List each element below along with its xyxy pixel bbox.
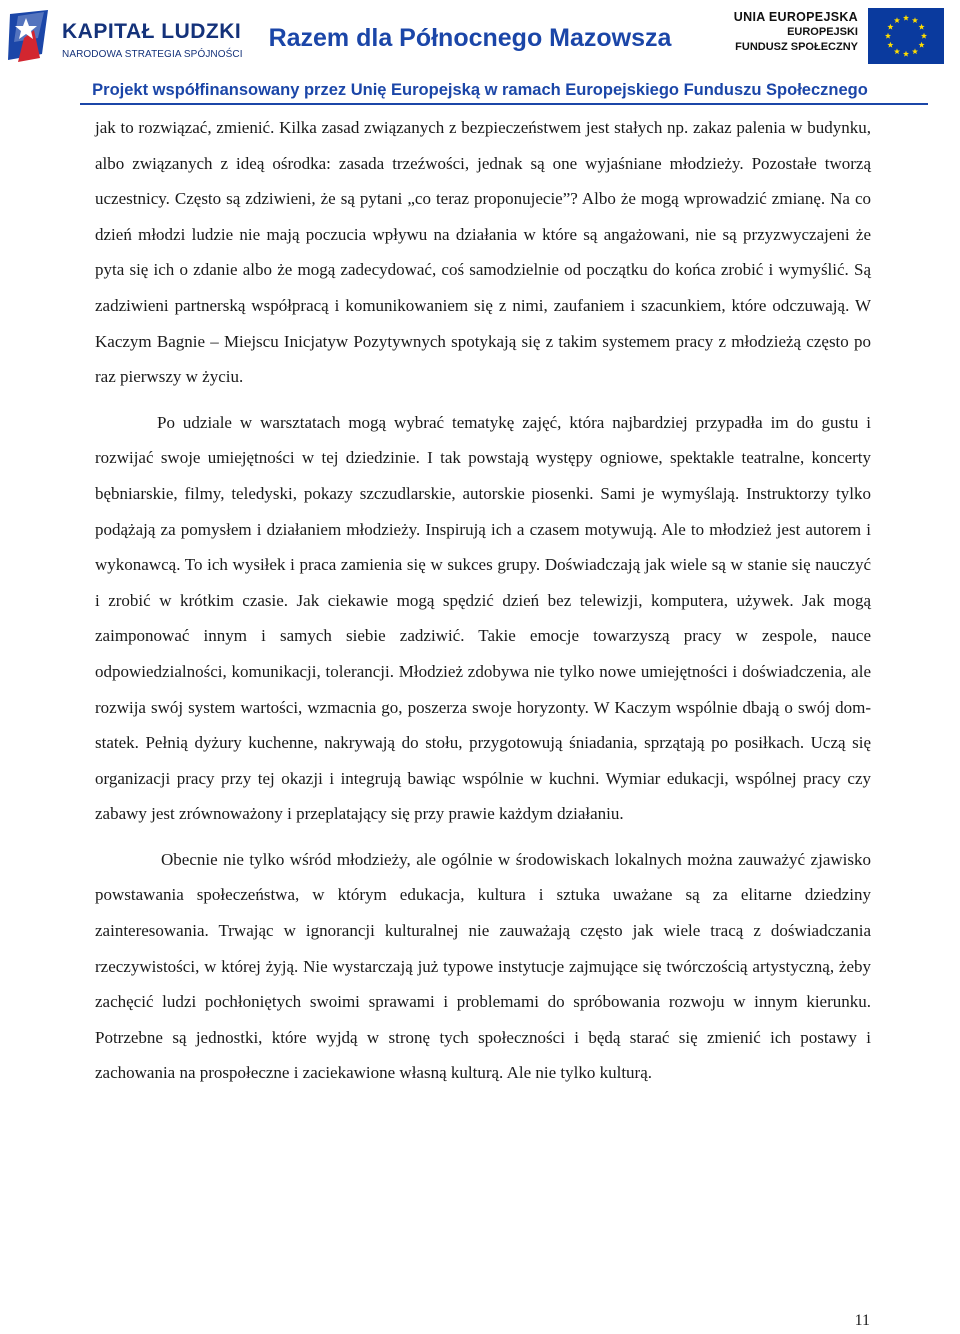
- eu-label-line1: UNIA EUROPEJSKA: [733, 10, 858, 24]
- header-divider: [80, 103, 928, 105]
- page-number: 11: [854, 1312, 870, 1329]
- eu-label-line3: FUNDUSZ SPOŁECZNY: [735, 41, 858, 53]
- logo-title: KAPITAŁ LUDZKI: [62, 20, 242, 43]
- eu-fund-label: [734, 10, 858, 55]
- paragraph-3: Obecnie nie tylko wśród młodzieży, ale ogólnie w środowiskach lokalnych można zauważyć zjawisko powstawania społeczeństwa, w którym edukacja, kultura i sztuka uważane są za elitarne dziedziny zainteresowania. Trwając w ignorancji kulturalnej nie zauważają często jak wiele tracą z doświadczania rzeczywistości, w której żyją. Nie wystarczają już typowe instytucje zajmujące się twórczością artystyczną, żeby zachęcić ludzi pochłoniętych swoimi sprawami i problemami do spróbowania rozwoju w innym kierunku. Potrzebne są jednostki, które wyjdą w stronę tych społeczności i będą starać się zmienić ich postawy i zachowania na prospołeczne i zaciekawione własną kulturą. Ale nie tylko kulturą.: [95, 849, 871, 1083]
- logo-subtitle: NARODOWA STRATEGIA SPÓJNOŚCI: [62, 49, 243, 60]
- page-header: [0, 0, 960, 106]
- eu-flag-icon: [868, 8, 944, 64]
- program-title: Razem dla Północnego Mazowsza: [268, 24, 672, 52]
- kapital-ludzki-logo-icon: [4, 8, 56, 64]
- cofinancing-statement: Projekt współfinansowany przez Unię Europejską w ramach Europejskiego Funduszu Społecznego: [92, 81, 868, 99]
- document-body: [95, 110, 871, 1091]
- kapital-ludzki-logo: [4, 8, 243, 64]
- eu-label-line2: EUROPEJSKI: [787, 26, 858, 38]
- paragraph-1: jak to rozwiązać, zmienić. Kilka zasad związanych z bezpieczeństwem jest stałych np. zakaz palenia w budynku, albo związanych z ideą ośrodka: zasada trzeźwości, jednak są one wyjaśniane młodzieży. Pozostałe tworzą uczestnicy. Często są zdziwieni, że są pytani „co teraz proponujecie”? Albo że mogą wprowadzić zmianę. Na co dzień młodzi ludzie nie mają poczucia wpływu na działania w które są angażowani, nie są przyzwyczajeni że pyta się ich o zdanie albo że mogą zadecydować, coś samodzielnie od początku do końca zrobić i wymyślić. Są zadziwieni partnerską współpracą i komunikowaniem się z nimi, zaufaniem i szacunkiem, które odczuwają. W Kaczym Bagnie – Miejscu Inicjatyw Pozytywnych spotykają się z takim systemem pracy z młodzieżą często po raz pierwszy w życiu.: [95, 118, 871, 387]
- paragraph-2: Po udziale w warsztatach mogą wybrać tematykę zajęć, która najbardziej przypadła im do gustu i rozwijać swoje umiejętności w tej dziedzinie. I tak powstają występy ogniowe, spektakle teatralne, koncerty bębniarskie, filmy, teledyski, pokazy szczudlarskie, autorskie piosenki. Sami je wymyślają. Instruktorzy tylko podążają za pomysłem i działaniem młodzieży. Inspirują ich a czasem motywują. Ale to młodzież jest autorem i wykonawcą. To ich wysiłek i praca zamienia się w sukces grupy. Doświadczają jak wiele są w stanie się nauczyć i zrobić w krótkim czasie. Jak ciekawie mogą spędzić dzień bez telewizji, komputera, używek. Jak mogą zaimponować innym i samych siebie zadziwić. Takie emocje towarzyszą pracy w zespole, nauce odpowiedzialności, komunikacji, tolerancji. Młodzież zdobywa nie tylko nowe umiejętności i doświadczenia, ale rozwija swój system wartości, wzmacnia go, poszerza swoje horyzonty. W Kaczym wspólnie dbają o swój dom-statek. Pełnią dyżury kuchenne, nakrywają do stołu, przygotowują śniadania, sprzątają po posiłkach. Uczą się organizacji pracy przy tej okazji i integrują bawiąc wspólnie w kuchni. Wymiar edukacji, wspólnej pracy czy zabawy jest zrównoważony i przeplatający się przy prawie każdym działaniu.: [95, 412, 871, 824]
